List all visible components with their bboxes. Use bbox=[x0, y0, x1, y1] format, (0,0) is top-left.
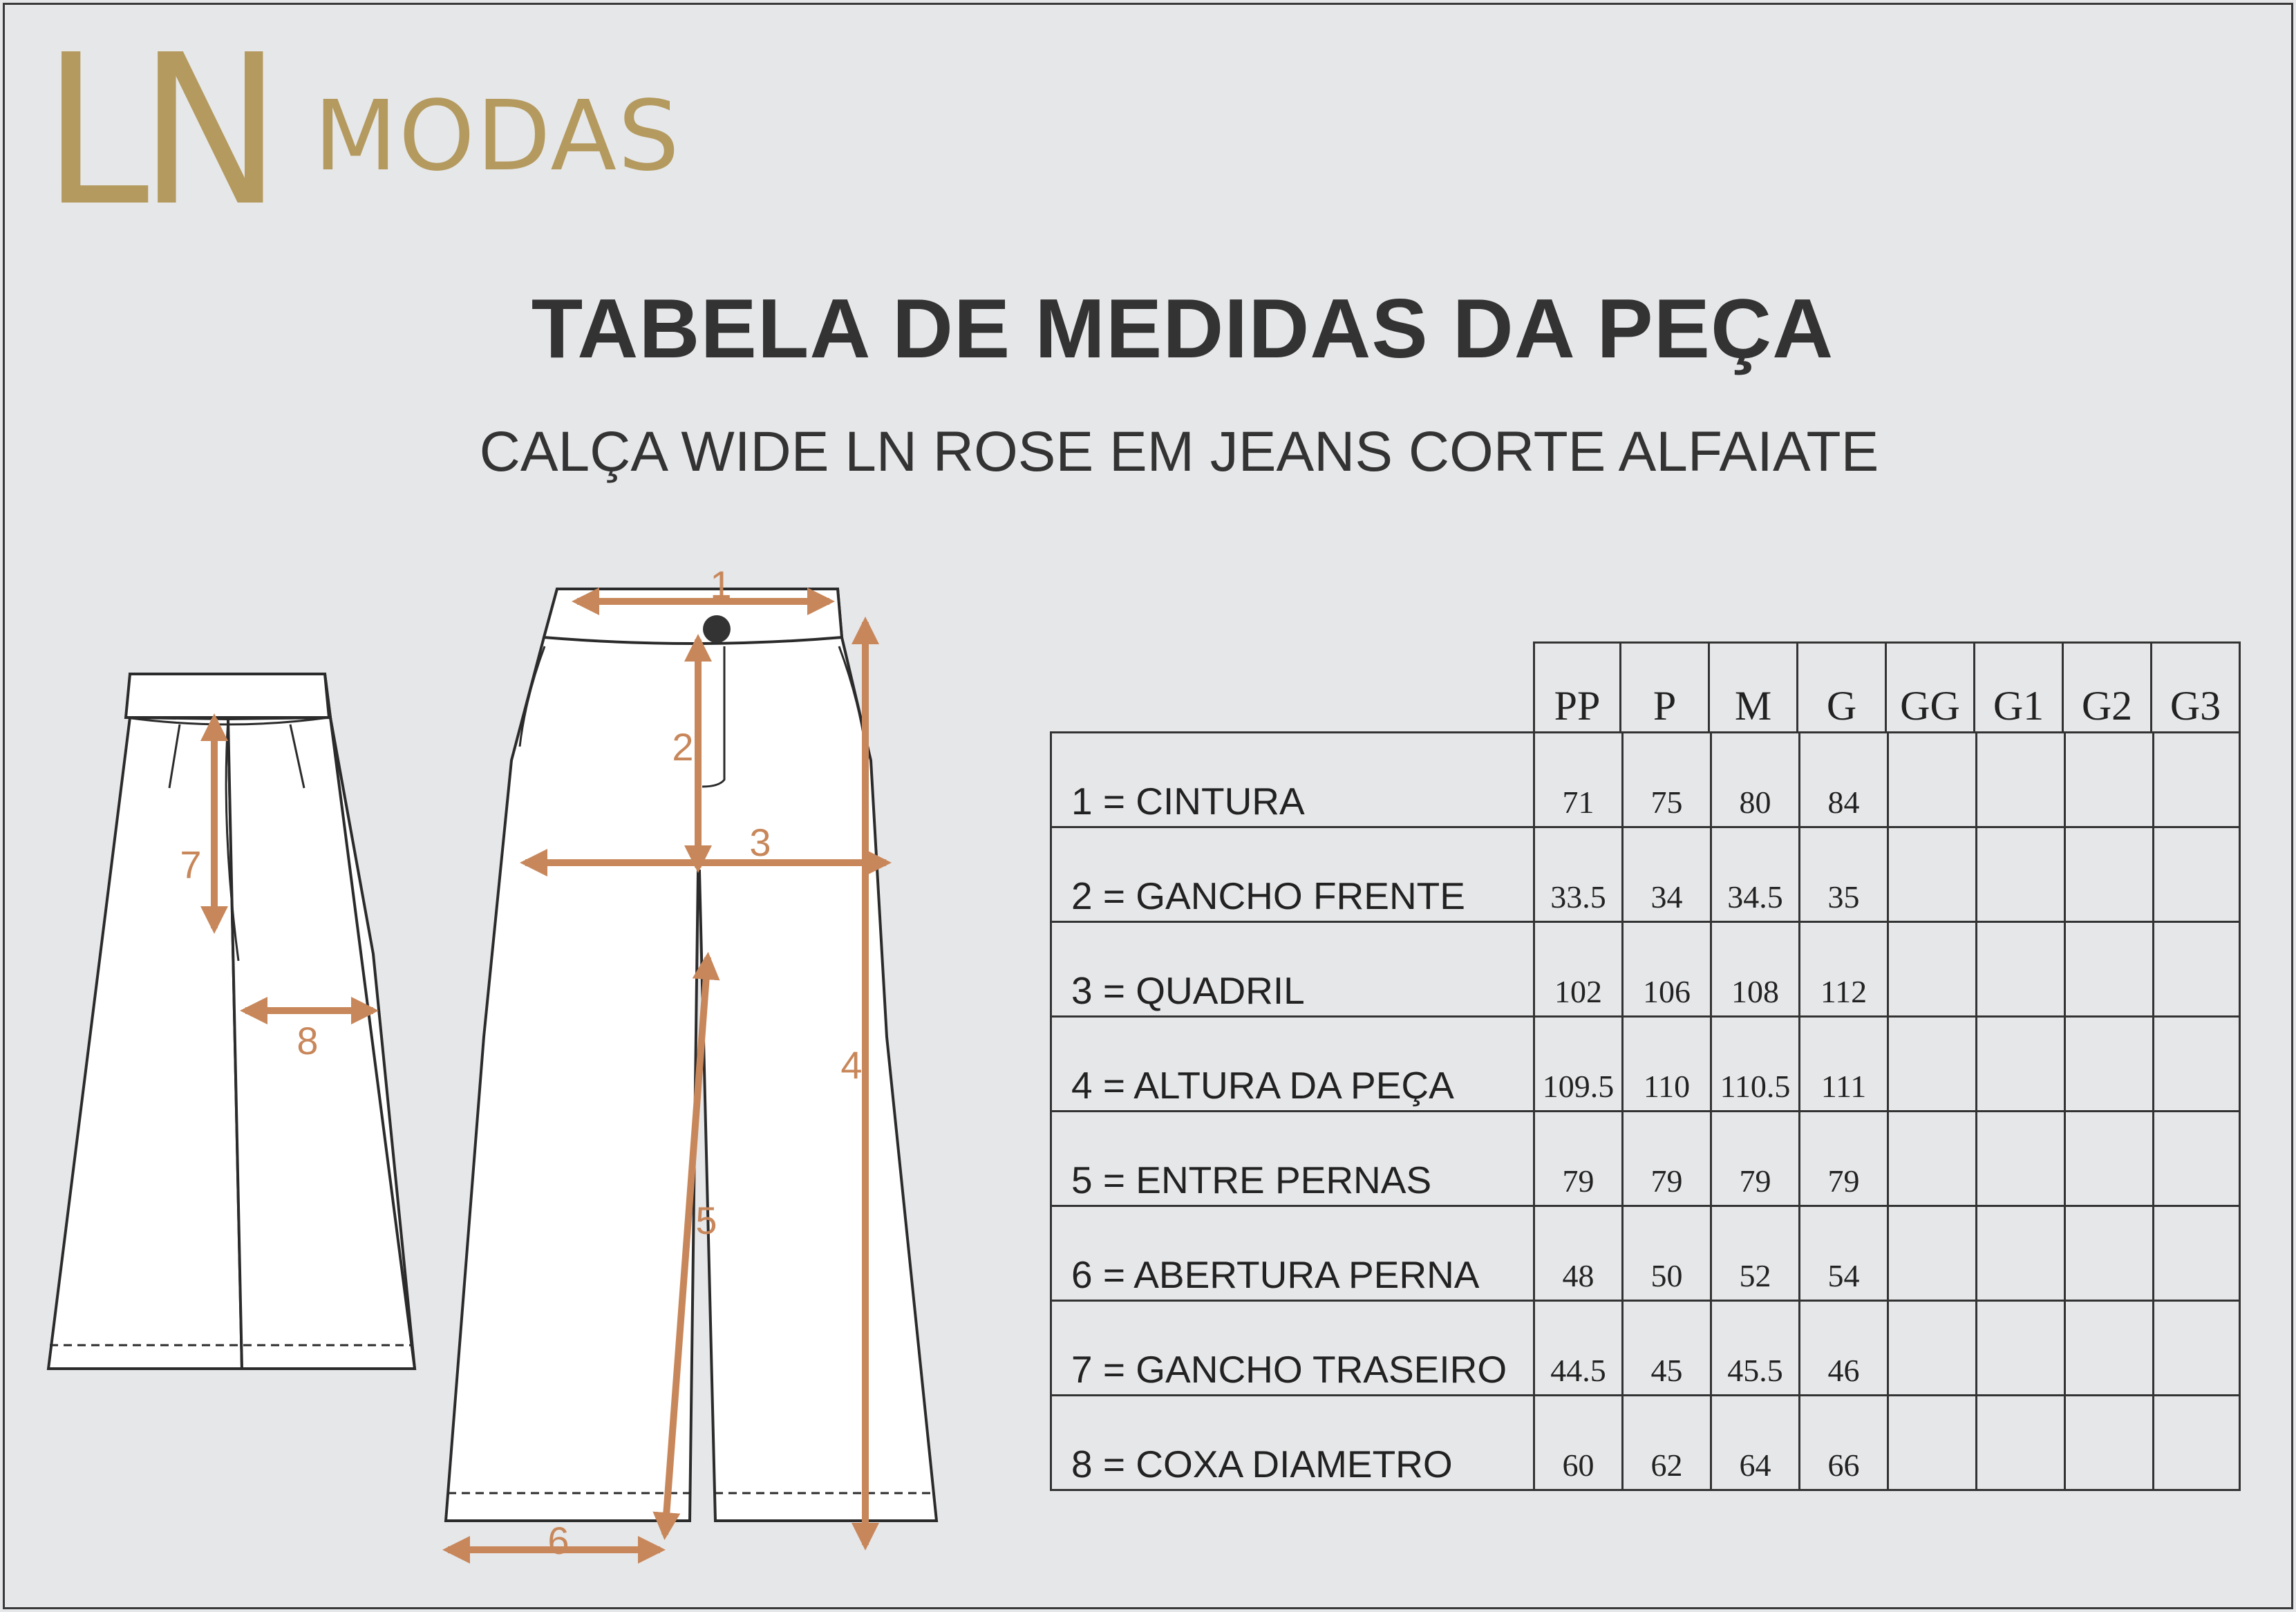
row-value: 79 bbox=[1533, 1112, 1621, 1207]
row-value: 64 bbox=[1710, 1396, 1798, 1491]
row-value bbox=[2152, 733, 2241, 828]
row-value bbox=[1975, 733, 2064, 828]
row-value bbox=[1887, 733, 1975, 828]
row-value bbox=[2064, 923, 2152, 1018]
row-value bbox=[2152, 828, 2241, 923]
row-value bbox=[1887, 828, 1975, 923]
row-value: 106 bbox=[1621, 923, 1710, 1018]
row-label: 3 = QUADRIL bbox=[1050, 923, 1534, 1018]
row-value: 60 bbox=[1533, 1396, 1621, 1491]
size-header-gg: GG bbox=[1887, 641, 1975, 733]
table-row bbox=[1050, 1207, 2235, 1302]
row-value bbox=[2064, 1302, 2152, 1396]
row-value: 112 bbox=[1798, 923, 1887, 1018]
row-value bbox=[2152, 1112, 2241, 1207]
label-3: 3 bbox=[749, 821, 771, 864]
row-value: 66 bbox=[1798, 1396, 1887, 1491]
row-value: 79 bbox=[1621, 1112, 1710, 1207]
row-value bbox=[1975, 923, 2064, 1018]
table-row bbox=[1050, 1396, 2235, 1491]
row-value: 48 bbox=[1533, 1207, 1621, 1302]
label-7: 7 bbox=[180, 843, 202, 886]
row-value bbox=[2064, 1112, 2152, 1207]
row-label: 7 = GANCHO TRASEIRO bbox=[1050, 1302, 1534, 1396]
row-value: 44.5 bbox=[1533, 1302, 1621, 1396]
size-header-m: M bbox=[1710, 641, 1798, 733]
row-value: 52 bbox=[1710, 1207, 1798, 1302]
row-value bbox=[1975, 1018, 2064, 1112]
table-row bbox=[1050, 1018, 2235, 1112]
row-value: 33.5 bbox=[1533, 828, 1621, 923]
row-value: 84 bbox=[1798, 733, 1887, 828]
brand-logo-initials: LN bbox=[43, 10, 272, 252]
back-view-pants bbox=[48, 674, 415, 1369]
row-label: 2 = GANCHO FRENTE bbox=[1050, 828, 1534, 923]
row-value bbox=[2064, 733, 2152, 828]
row-value: 34.5 bbox=[1710, 828, 1798, 923]
table-row bbox=[1050, 1302, 2235, 1396]
row-value bbox=[2152, 1396, 2241, 1491]
row-value: 62 bbox=[1621, 1396, 1710, 1491]
label-6: 6 bbox=[547, 1519, 570, 1562]
row-value bbox=[1887, 1112, 1975, 1207]
row-value bbox=[2152, 1018, 2241, 1112]
row-value bbox=[1975, 1396, 2064, 1491]
row-value bbox=[2064, 828, 2152, 923]
size-header-g3: G3 bbox=[2152, 641, 2241, 733]
row-value bbox=[1887, 1302, 1975, 1396]
row-value: 45 bbox=[1621, 1302, 1710, 1396]
row-value: 50 bbox=[1621, 1207, 1710, 1302]
row-value: 111 bbox=[1798, 1018, 1887, 1112]
row-value: 80 bbox=[1710, 733, 1798, 828]
row-value bbox=[2152, 1207, 2241, 1302]
table-row bbox=[1050, 1112, 2235, 1207]
row-label: 8 = COXA DIAMETRO bbox=[1050, 1396, 1534, 1491]
button-icon bbox=[703, 615, 731, 643]
row-value bbox=[1887, 1018, 1975, 1112]
row-value: 79 bbox=[1798, 1112, 1887, 1207]
row-value bbox=[1975, 1112, 2064, 1207]
label-1: 1 bbox=[710, 563, 732, 606]
row-value: 109.5 bbox=[1533, 1018, 1621, 1112]
product-subtitle: CALÇA WIDE LN ROSE EM JEANS CORTE ALFAIATE bbox=[479, 420, 1879, 483]
table-row bbox=[1050, 828, 2235, 923]
size-header-pp: PP bbox=[1533, 641, 1621, 733]
row-value: 54 bbox=[1798, 1207, 1887, 1302]
row-value: 79 bbox=[1710, 1112, 1798, 1207]
row-value bbox=[1975, 1207, 2064, 1302]
row-label: 6 = ABERTURA PERNA bbox=[1050, 1207, 1534, 1302]
row-value bbox=[1975, 828, 2064, 923]
row-value bbox=[1887, 1396, 1975, 1491]
row-value bbox=[1887, 923, 1975, 1018]
row-value: 110 bbox=[1621, 1018, 1710, 1112]
row-value bbox=[2152, 1302, 2241, 1396]
row-value bbox=[2064, 1207, 2152, 1302]
page-title: TABELA DE MEDIDAS DA PEÇA bbox=[531, 281, 1834, 375]
row-value: 71 bbox=[1533, 733, 1621, 828]
row-value bbox=[2152, 923, 2241, 1018]
row-label: 4 = ALTURA DA PEÇA bbox=[1050, 1018, 1534, 1112]
table-row bbox=[1050, 733, 2235, 828]
row-value: 45.5 bbox=[1710, 1302, 1798, 1396]
row-value: 102 bbox=[1533, 923, 1621, 1018]
size-header-g2: G2 bbox=[2064, 641, 2152, 733]
row-value bbox=[2064, 1018, 2152, 1112]
label-4: 4 bbox=[840, 1043, 863, 1087]
label-8: 8 bbox=[297, 1019, 319, 1062]
row-value bbox=[2064, 1396, 2152, 1491]
row-value bbox=[1975, 1302, 2064, 1396]
row-value: 46 bbox=[1798, 1302, 1887, 1396]
row-value: 35 bbox=[1798, 828, 1887, 923]
size-header-p: P bbox=[1621, 641, 1710, 733]
row-value: 34 bbox=[1621, 828, 1710, 923]
row-value bbox=[1887, 1207, 1975, 1302]
row-label: 1 = CINTURA bbox=[1050, 733, 1534, 828]
row-label: 5 = ENTRE PERNAS bbox=[1050, 1112, 1534, 1207]
size-header-g1: G1 bbox=[1975, 641, 2064, 733]
row-value: 108 bbox=[1710, 923, 1798, 1018]
table-row bbox=[1050, 923, 2235, 1018]
row-value: 110.5 bbox=[1710, 1018, 1798, 1112]
label-2: 2 bbox=[672, 725, 694, 769]
size-header-g: G bbox=[1798, 641, 1887, 733]
row-value: 75 bbox=[1621, 733, 1710, 828]
brand-logo-name: MODAS bbox=[314, 80, 681, 193]
label-5: 5 bbox=[695, 1199, 717, 1242]
